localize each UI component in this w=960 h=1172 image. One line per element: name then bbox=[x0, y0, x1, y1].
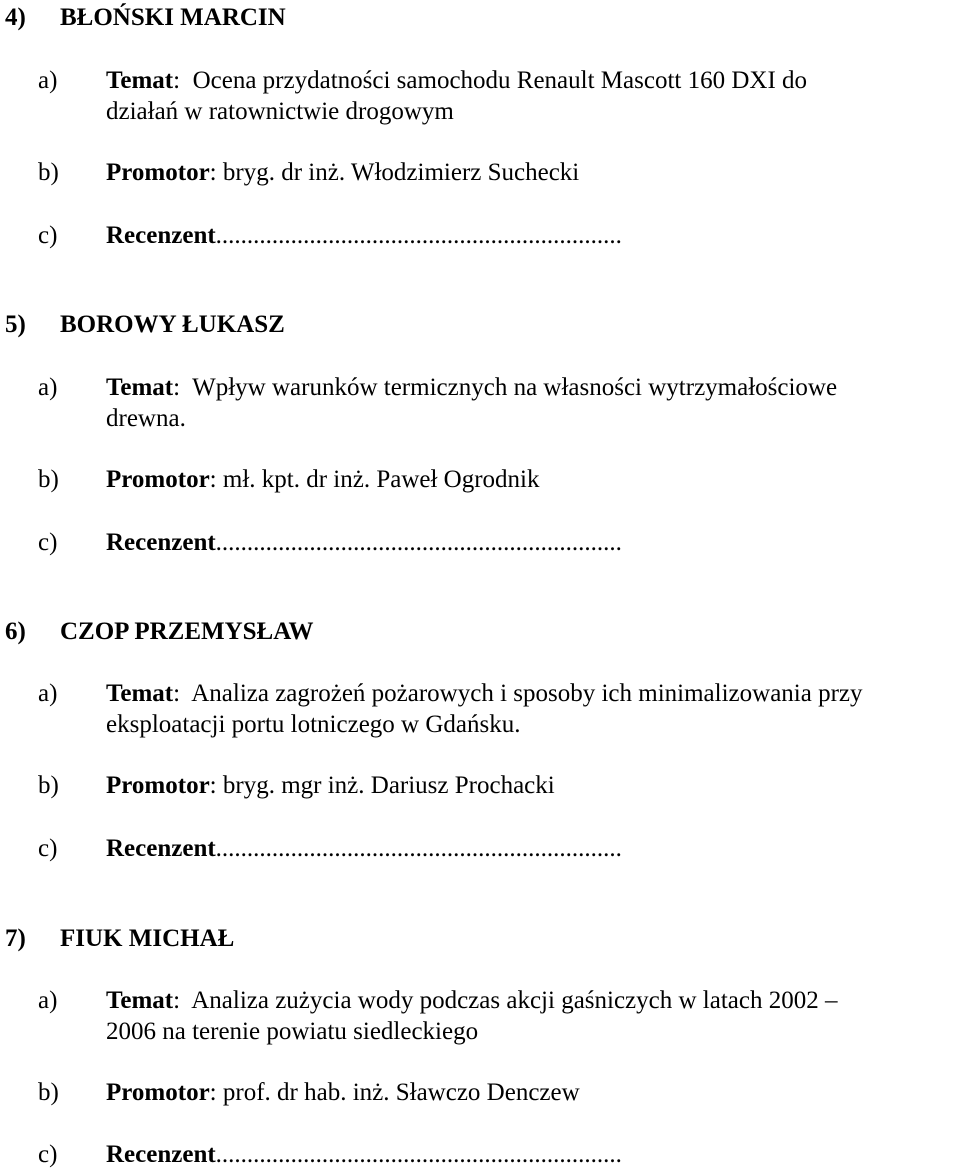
student-name: BOROWY ŁUKASZ bbox=[60, 311, 285, 338]
temat-value-line2: eksploatacji portu lotniczego w Gdańsku. bbox=[106, 711, 521, 738]
entry-number: 5) bbox=[5, 311, 26, 338]
item-letter: b) bbox=[38, 772, 59, 799]
student-name: FIUK MICHAŁ bbox=[60, 925, 235, 952]
temat-text: Temat: Analiza zagrożeń pożarowych i sposoby ich minimalizowania przy eksploatacji portu lotniczego w Gdańsku. bbox=[106, 678, 956, 740]
item-letter: c) bbox=[38, 1141, 58, 1168]
temat-value-line1: Wpływ warunków termicznych na własności wytrzymałościowe bbox=[192, 374, 838, 401]
promotor-value: bryg. dr inż. Włodzimierz Suchecki bbox=[222, 159, 580, 186]
temat-text: Temat: Analiza zużycia wody podczas akcji gaśniczych w latach 2002 – 2006 na terenie powiatu siedleckiego bbox=[106, 985, 956, 1047]
promotor-value: mł. kpt. dr inż. Paweł Ogrodnik bbox=[222, 466, 540, 493]
item-letter: b) bbox=[38, 466, 59, 493]
student-name: BŁOŃSKI MARCIN bbox=[60, 4, 286, 31]
recenzent-dots: ................................................................. bbox=[215, 222, 622, 249]
promotor-value: prof. dr hab. inż. Sławczo Denczew bbox=[222, 1079, 580, 1106]
temat-value-line1: Ocena przydatności samochodu Renault Mascott 160 DXI do bbox=[192, 67, 808, 94]
recenzent-dots: ................................................................. bbox=[215, 529, 622, 556]
recenzent-label: Recenzent bbox=[106, 1141, 216, 1168]
temat-text: Temat: Wpływ warunków termicznych na własności wytrzymałościowe drewna. bbox=[106, 372, 956, 434]
promotor-value: bryg. mgr inż. Dariusz Prochacki bbox=[222, 772, 555, 799]
student-name: CZOP PRZEMYSŁAW bbox=[60, 618, 314, 645]
entry-number: 7) bbox=[5, 925, 26, 952]
item-letter: a) bbox=[38, 67, 58, 94]
item-letter: c) bbox=[38, 835, 58, 862]
recenzent-dots: ................................................................. bbox=[215, 835, 622, 862]
item-letter: b) bbox=[38, 1079, 59, 1106]
temat-label: Temat bbox=[106, 374, 174, 401]
recenzent-label: Recenzent bbox=[106, 529, 216, 556]
temat-value-line2: 2006 na terenie powiatu siedleckiego bbox=[106, 1018, 479, 1045]
temat-value-line1: Analiza zużycia wody podczas akcji gaśniczych w latach 2002 – bbox=[191, 987, 838, 1014]
item-letter: c) bbox=[38, 529, 58, 556]
temat-value-line2: działań w ratownictwie drogowym bbox=[106, 98, 454, 125]
recenzent-dots: ................................................................. bbox=[215, 1141, 622, 1168]
promotor-label: Promotor bbox=[106, 466, 210, 493]
temat-label: Temat bbox=[106, 987, 174, 1014]
temat-label: Temat bbox=[106, 67, 174, 94]
temat-value-line2: drewna. bbox=[106, 405, 186, 432]
promotor-label: Promotor bbox=[106, 159, 210, 186]
temat-value-line1: Analiza zagrożeń pożarowych i sposoby ich minimalizowania przy bbox=[191, 680, 863, 707]
item-letter: a) bbox=[38, 680, 58, 707]
temat-label: Temat bbox=[106, 680, 174, 707]
item-letter: a) bbox=[38, 987, 58, 1014]
entry-number: 4) bbox=[5, 4, 26, 31]
item-letter: b) bbox=[38, 159, 59, 186]
recenzent-label: Recenzent bbox=[106, 222, 216, 249]
item-letter: c) bbox=[38, 222, 58, 249]
promotor-label: Promotor bbox=[106, 1079, 210, 1106]
temat-text: Temat: Ocena przydatności samochodu Renault Mascott 160 DXI do działań w ratownictwie drogowym bbox=[106, 65, 956, 127]
entry-number: 6) bbox=[5, 618, 26, 645]
promotor-label: Promotor bbox=[106, 772, 210, 799]
recenzent-label: Recenzent bbox=[106, 835, 216, 862]
item-letter: a) bbox=[38, 374, 58, 401]
